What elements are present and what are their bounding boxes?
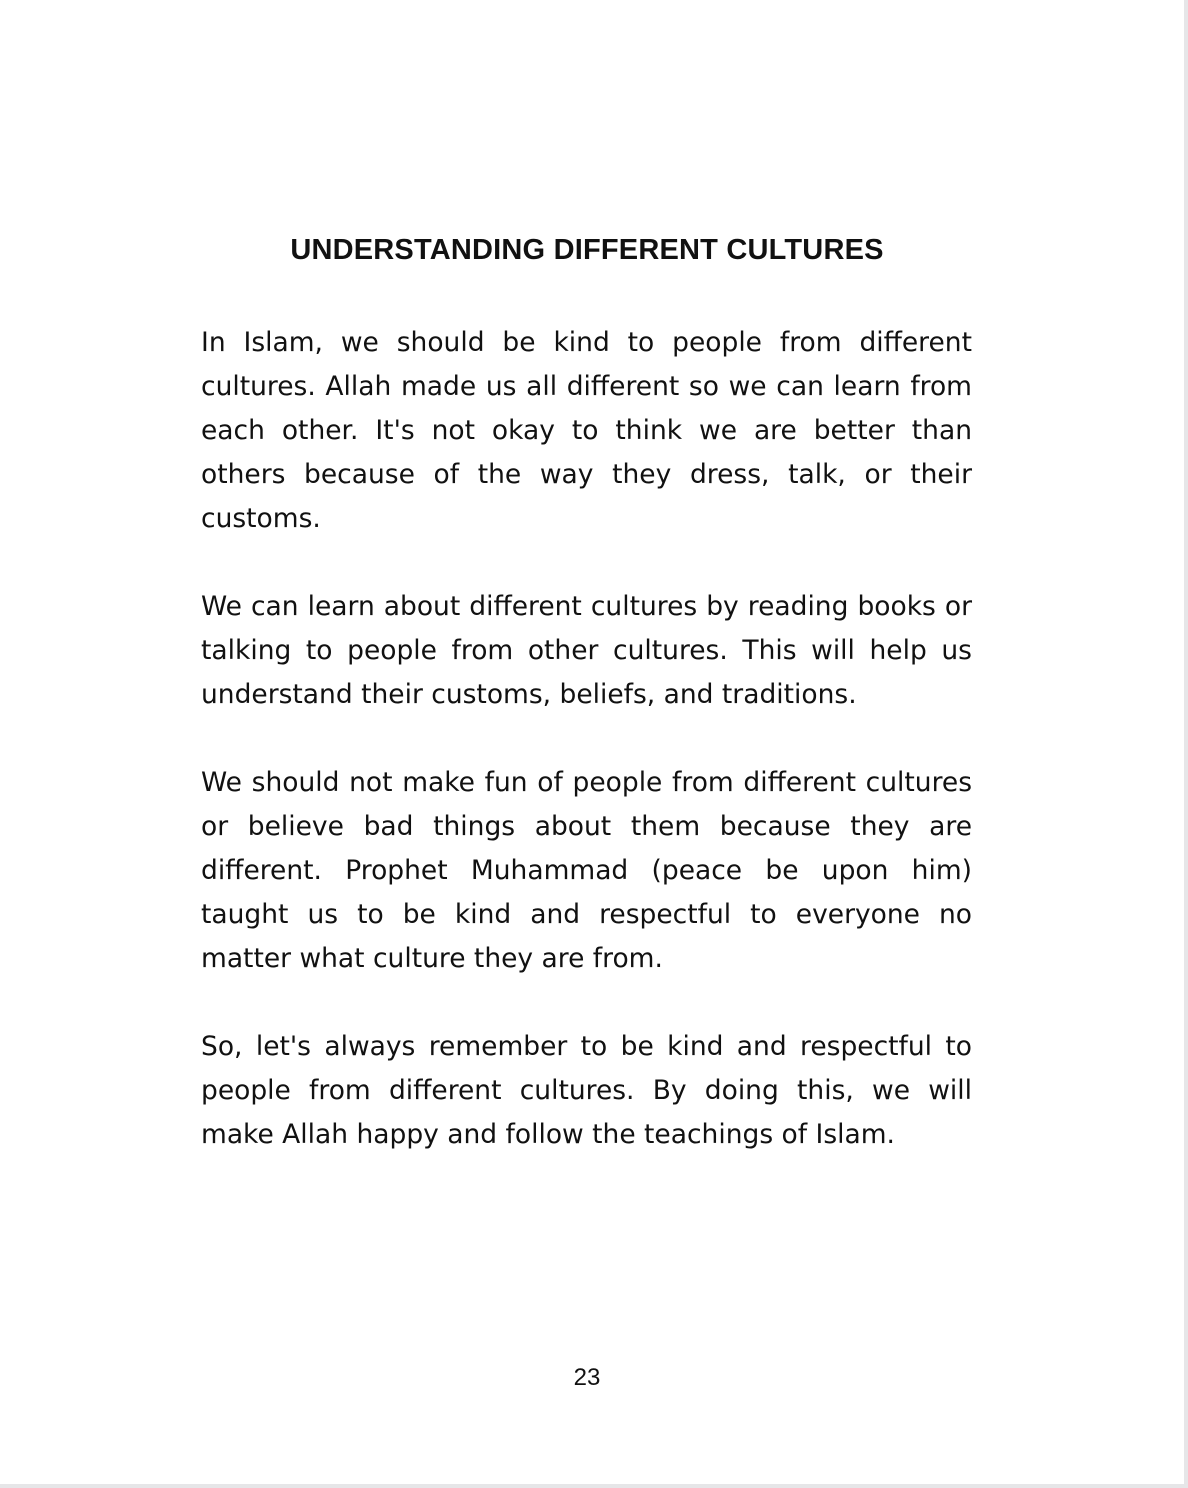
paragraph: We can learn about different cultures by reading books or talking to people from other cultures. This will help us understand their customs, beliefs, and traditions.	[201, 591, 972, 710]
page-number: 23	[573, 1364, 601, 1391]
page-title: UNDERSTANDING DIFFERENT CULTURES	[290, 234, 884, 266]
paragraph: We should not make fun of people from different cultures or believe bad things about them because they are different. Prophet Muhammad (peace be upon him) taught us to be kind and respectful to everyone no matter what culture they are from.	[201, 767, 972, 974]
paragraph: In Islam, we should be kind to people from different cultures. Allah made us all different so we can learn from each other. It's not okay to think we are better than others because of the way they dress, talk, or their customs.	[201, 327, 972, 534]
paragraph: So, let's always remember to be kind and respectful to people from different cultures. By doing this, we will make Allah happy and follow the teachings of Islam.	[201, 1031, 972, 1150]
body-text	[201, 321, 972, 1201]
